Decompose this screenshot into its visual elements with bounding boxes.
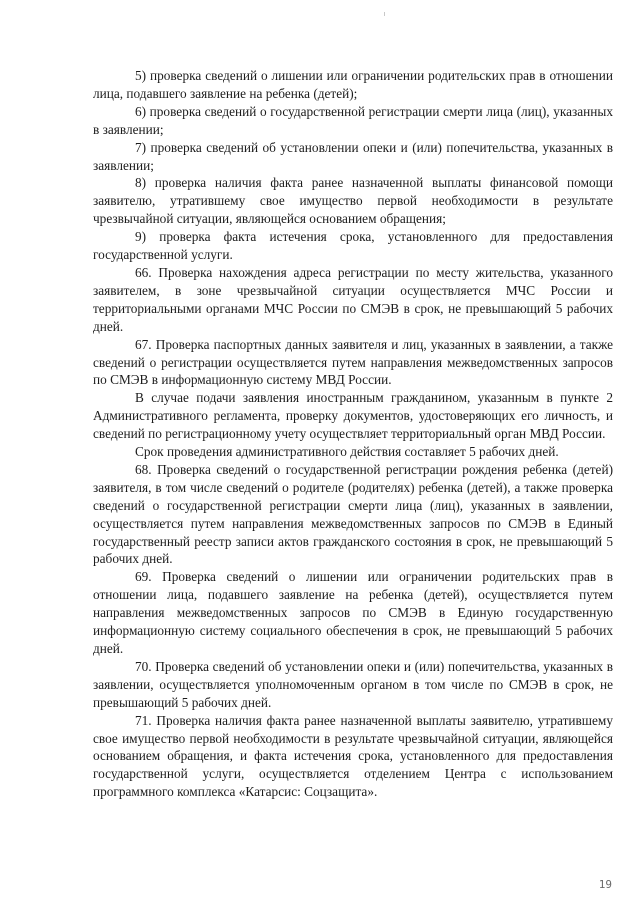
page-number: 19 xyxy=(598,878,612,891)
paragraph-item-8: 8) проверка наличия факта ранее назначенной выплаты финансовой помощи заявителю, утратившему свое имущество первой необходимости в результате чрезвычайной ситуации, являющейся основанием обращения; xyxy=(93,175,613,227)
paragraph-clause-71: 71. Проверка наличия факта ранее назначенной выплаты заявителю, утратившему свое имущество первой необходимости в результате чрезвычайной ситуации, являющейся основанием обращения, и факта истечения срока, установленного для предоставления государственной услуги, осуществляется отделением Центра с использованием программного комплекса «Катарсис: Соцзащита». xyxy=(93,712,613,800)
paragraph-item-5: 5) проверка сведений о лишении или ограничении родительских прав в отношении лица, подавшего заявление на ребенка (детей); xyxy=(93,68,613,101)
paragraph-clause-67: 67. Проверка паспортных данных заявителя и лиц, указанных в заявлении, а также сведений о регистрации осуществляется путем направления межведомственных запросов по СМЭВ в информационную систему МВД России. xyxy=(93,336,613,388)
paragraph-foreign-citizen: В случае подачи заявления иностранным гражданином, указанным в пункте 2 Административного регламента, проверку документов, удостоверяющих его личность, и сведений по регистрационному учету осуществляет территориальный орган МВД России. xyxy=(93,390,613,442)
paragraph-item-7: 7) проверка сведений об установлении опеки и (или) попечительства, указанных в заявлении; xyxy=(93,139,613,173)
paragraph-item-9: 9) проверка факта истечения срока, установленного для предоставления государственной услуги. xyxy=(93,229,613,263)
paragraph-clause-70: 70. Проверка сведений об установлении опеки и (или) попечительства, указанных в заявлении, осуществляется уполномоченным органом в том числе по СМЭВ в срок, не превышающий 5 рабочих дней. xyxy=(93,658,613,710)
document-body xyxy=(93,67,613,801)
paragraph-clause-69: 69. Проверка сведений о лишении или ограничении родительских прав в отношении лица, подавшего заявление на ребенка (детей), осуществляется путем направления межведомственных запросов по СМЭВ в Единую государственную информационную систему социального обеспечения в срок, не превышающий 5 рабочих дней. xyxy=(93,569,613,656)
paragraph-item-6: 6) проверка сведений о государственной регистрации смерти лица (лиц), указанных в заявлении; xyxy=(93,103,613,137)
paragraph-clause-66: 66. Проверка нахождения адреса регистрации по месту жительства, указанного заявителем, в зоне чрезвычайной ситуации осуществляется МЧС России и территориальными органами МЧС России по СМЭВ в срок, не превышающий 5 рабочих дней. xyxy=(93,264,613,334)
paragraph-clause-68: 68. Проверка сведений о государственной регистрации рождения ребенка (детей) заявителя, в том числе сведений о родителе (родителях) ребенка (детей), а также проверка сведений о государственной регистрации смерти лица (лиц), указанных в заявлении, осуществляется путем направления межведомственных запросов по СМЭВ в Единый государственный реестр записи актов гражданского состояния в срок, не превышающий 5 рабочих дней. xyxy=(93,461,613,567)
paragraph-deadline: Срок проведения административного действия составляет 5 рабочих дней. xyxy=(135,444,559,460)
scan-mark xyxy=(384,12,385,16)
